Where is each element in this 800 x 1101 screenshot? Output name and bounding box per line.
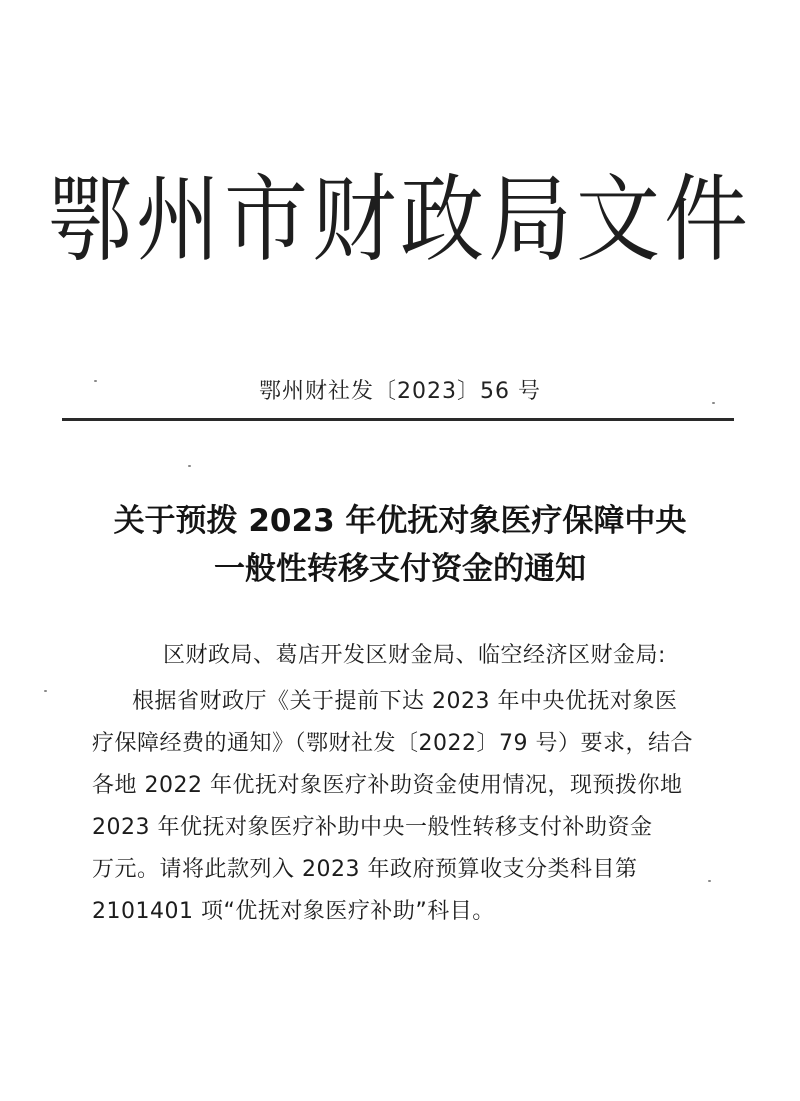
body-line: 疗保障经费的通知》（鄂财社发〔2022〕79 号）要求，结合 — [92, 731, 693, 756]
scan-speck — [94, 380, 97, 382]
body-text — [92, 681, 732, 933]
document-title — [0, 497, 800, 593]
header-divider — [62, 418, 734, 421]
body-line: 各地 2022 年优抚对象医疗补助资金使用情况，现预拨你地 — [92, 773, 683, 798]
addressee: 区财政局、葛店开发区财金局、临空经济区财金局: — [163, 643, 666, 668]
title-line-1: 关于预拨 2023 年优抚对象医疗保障中央 — [113, 503, 687, 539]
body-line: 2023 年优抚对象医疗补助中央一般性转移支付补助资金 — [92, 815, 653, 840]
document-number: 鄂州财社发〔2023〕56 号 — [259, 379, 541, 404]
scan-speck — [712, 402, 715, 404]
scan-speck — [188, 465, 191, 467]
body-line: 根据省财政厅《关于提前下达 2023 年中央优抚对象医 — [132, 689, 678, 714]
body-line: 万元。请将此款列入 2023 年政府预算收支分类科目第 — [92, 857, 638, 882]
title-line-2: 一般性转移支付资金的通知 — [214, 551, 586, 587]
scan-speck — [708, 880, 711, 882]
scan-speck — [44, 690, 47, 692]
body-line: 2101401 项“优抚对象医疗补助”科目。 — [92, 899, 495, 924]
document-header: 鄂州市财政局文件 — [47, 164, 752, 275]
